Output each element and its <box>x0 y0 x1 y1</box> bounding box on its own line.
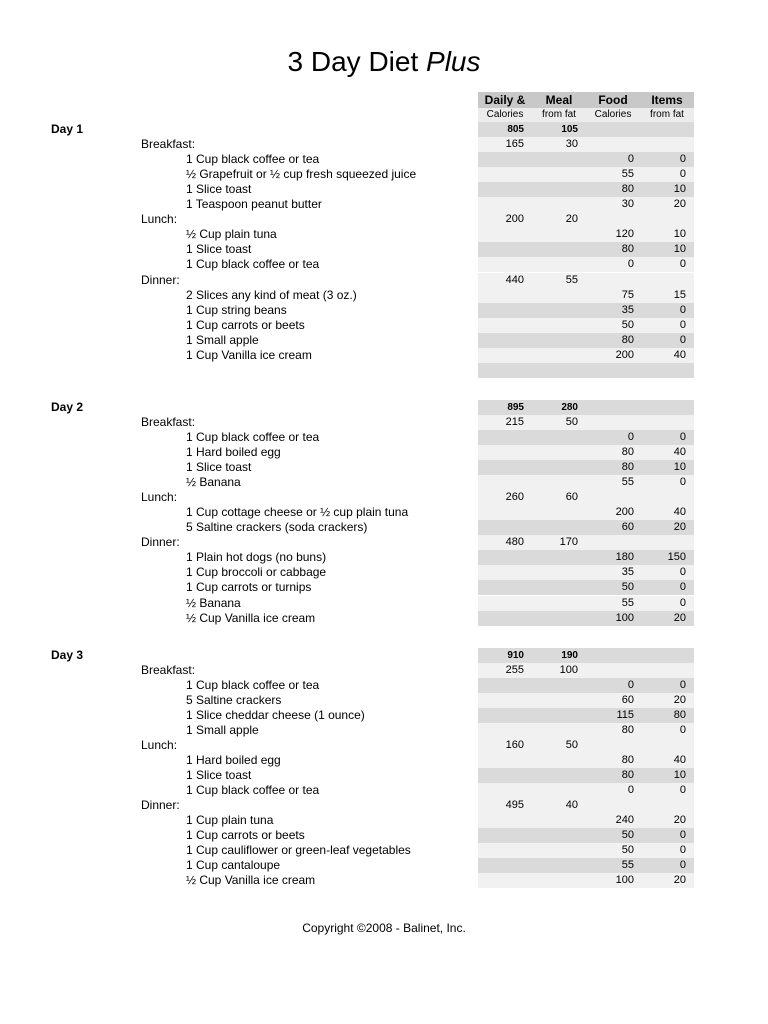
food-row <box>0 723 768 738</box>
food-row <box>0 197 768 212</box>
items-fat-value: 0 <box>679 723 686 736</box>
food-label: 1 Cup black coffee or tea <box>186 152 320 167</box>
food-calories-value: 50 <box>621 581 634 594</box>
daily-calories-value: 160 <box>505 738 524 751</box>
items-fat-value: 0 <box>679 596 686 609</box>
food-row <box>0 333 768 348</box>
meal-fat-value: 55 <box>565 273 578 286</box>
food-calories-value: 35 <box>621 566 634 579</box>
day-label: Day 2 <box>51 399 84 414</box>
meal-label: Dinner: <box>141 535 180 550</box>
items-fat-value: 40 <box>673 348 686 361</box>
meal-row <box>0 415 768 430</box>
food-row <box>0 693 768 708</box>
food-calories-value: 0 <box>627 678 634 691</box>
meal-fat-value: 30 <box>565 138 578 151</box>
food-row <box>0 550 768 565</box>
food-label: 1 Small apple <box>186 332 259 347</box>
items-fat-value: 10 <box>673 243 686 256</box>
food-label: 1 Cup cantaloupe <box>186 858 281 873</box>
food-label: 1 Cup carrots or beets <box>186 317 305 332</box>
meal-label: Breakfast: <box>141 414 196 429</box>
meal-label: Breakfast: <box>141 662 196 677</box>
daily-calories-value: 200 <box>505 213 524 226</box>
food-label: 1 Plain hot dogs (no buns) <box>186 550 327 565</box>
food-row <box>0 565 768 580</box>
subheader-items-from-fat: from fat <box>640 108 694 122</box>
food-calories-value: 0 <box>627 153 634 166</box>
food-calories-value: 80 <box>621 183 634 196</box>
meal-row <box>0 273 768 288</box>
food-label: 1 Cup black coffee or tea <box>186 783 320 798</box>
food-row <box>0 596 768 611</box>
items-fat-value: 20 <box>673 874 686 887</box>
header-daily-calories: Daily & <box>478 92 532 108</box>
food-label: 1 Teaspoon peanut butter <box>186 197 322 212</box>
food-label: 1 Cup carrots or beets <box>186 828 305 843</box>
food-label: 1 Slice cheddar cheese (1 ounce) <box>186 707 365 722</box>
daily-calories-value: 805 <box>507 124 524 135</box>
items-fat-value: 0 <box>679 678 686 691</box>
day-row <box>0 122 768 137</box>
daily-calories-value: 255 <box>505 663 524 676</box>
meal-fat-value: 280 <box>561 401 578 413</box>
day-label: Day 1 <box>51 122 84 136</box>
items-fat-value: 0 <box>679 303 686 316</box>
daily-calories-value: 440 <box>505 273 524 286</box>
food-row <box>0 611 768 626</box>
food-row <box>0 460 768 475</box>
food-row <box>0 580 768 595</box>
food-row <box>0 708 768 723</box>
meal-label: Breakfast: <box>141 137 196 152</box>
items-fat-value: 150 <box>667 551 686 564</box>
food-label: 1 Hard boiled egg <box>186 445 281 459</box>
food-calories-value: 115 <box>616 708 634 721</box>
food-label: 1 Cup Vanilla ice cream <box>186 347 312 362</box>
meal-row <box>0 490 768 505</box>
food-row <box>0 813 768 828</box>
items-fat-value: 0 <box>679 859 686 872</box>
food-calories-value: 200 <box>615 348 634 361</box>
food-row <box>0 753 768 768</box>
food-label: 1 Cup black coffee or tea <box>186 677 320 692</box>
food-calories-value: 75 <box>621 288 634 301</box>
food-calories-value: 80 <box>621 243 634 256</box>
items-fat-value: 40 <box>673 753 686 766</box>
food-calories-value: 80 <box>621 723 634 736</box>
meal-label: Dinner: <box>141 272 180 287</box>
food-calories-value: 240 <box>615 814 634 827</box>
items-fat-value: 10 <box>673 461 686 474</box>
food-calories-value: 35 <box>621 303 634 316</box>
daily-calories-value: 910 <box>507 649 524 661</box>
items-fat-value: 20 <box>673 693 686 706</box>
food-calories-value: 0 <box>627 430 634 443</box>
food-calories-value: 60 <box>621 693 634 706</box>
food-label: ½ Grapefruit or ½ cup fresh squeezed juice <box>186 167 417 182</box>
food-row <box>0 167 768 182</box>
food-row <box>0 768 768 783</box>
food-calories-value: 200 <box>615 506 634 519</box>
food-calories-value: 180 <box>615 551 634 564</box>
items-fat-value: 20 <box>673 198 686 211</box>
daily-calories-value: 260 <box>505 491 524 504</box>
meal-row <box>0 535 768 550</box>
food-label: 1 Slice toast <box>186 182 252 197</box>
daily-calories-value: 895 <box>507 401 524 413</box>
food-calories-value: 0 <box>627 258 634 271</box>
food-label: 1 Slice toast <box>186 460 252 475</box>
row-shading <box>478 363 694 378</box>
items-fat-value: 0 <box>679 476 686 489</box>
day-row <box>0 400 768 415</box>
meal-row <box>0 663 768 678</box>
day-label: Day 3 <box>51 647 84 662</box>
title-emphasis: Plus <box>426 46 481 77</box>
meal-fat-value: 20 <box>565 213 578 226</box>
daily-calories-value: 215 <box>505 415 524 428</box>
food-row <box>0 843 768 858</box>
items-fat-value: 0 <box>679 784 686 797</box>
food-label: ½ Banana <box>186 475 241 490</box>
food-calories-value: 0 <box>627 784 634 797</box>
food-label: 5 Saltine crackers <box>186 692 282 707</box>
food-calories-value: 80 <box>621 753 634 766</box>
items-fat-value: 15 <box>673 288 686 301</box>
blank-row <box>0 363 768 378</box>
items-fat-value: 0 <box>679 430 686 443</box>
food-row <box>0 873 768 888</box>
food-calories-value: 100 <box>615 611 634 624</box>
meal-fat-value: 190 <box>561 649 578 661</box>
items-fat-value: 20 <box>673 521 686 534</box>
meal-row <box>0 738 768 753</box>
header-meal: Meal <box>532 92 586 108</box>
food-calories-value: 55 <box>621 476 634 489</box>
food-calories-value: 55 <box>621 596 634 609</box>
items-fat-value: 10 <box>673 769 686 781</box>
subheader-from-fat: from fat <box>532 108 586 122</box>
food-row <box>0 348 768 363</box>
food-row <box>0 227 768 242</box>
food-row <box>0 828 768 843</box>
food-label: 1 Cup black coffee or tea <box>186 429 320 444</box>
meal-fat-value: 100 <box>559 663 578 676</box>
food-row <box>0 430 768 445</box>
items-fat-value: 40 <box>673 446 686 458</box>
food-label: ½ Banana <box>186 595 241 610</box>
food-label: 1 Cup broccoli or cabbage <box>186 565 327 580</box>
food-row <box>0 182 768 197</box>
items-fat-value: 10 <box>673 228 686 241</box>
food-row <box>0 288 768 303</box>
food-calories-value: 80 <box>621 769 634 781</box>
food-label: 2 Slices any kind of meat (3 oz.) <box>186 287 357 302</box>
food-label: 5 Saltine crackers (soda crackers) <box>186 520 368 535</box>
food-label: 1 Cup string beans <box>186 302 287 317</box>
items-fat-value: 0 <box>679 258 686 271</box>
food-label: 1 Cup cottage cheese or ½ cup plain tuna <box>186 505 409 520</box>
food-calories-value: 80 <box>621 461 634 474</box>
food-calories-value: 120 <box>615 228 634 241</box>
header-items: Items <box>640 92 694 108</box>
food-calories-value: 80 <box>621 333 634 346</box>
food-calories-value: 50 <box>621 318 634 331</box>
food-row <box>0 242 768 257</box>
food-row <box>0 445 768 460</box>
food-label: ½ Cup Vanilla ice cream <box>186 610 316 625</box>
food-row <box>0 858 768 873</box>
meal-fat-value: 60 <box>565 491 578 504</box>
food-label: 1 Small apple <box>186 722 259 737</box>
food-calories-value: 60 <box>621 521 634 534</box>
items-fat-value: 0 <box>679 566 686 579</box>
items-fat-value: 20 <box>673 814 686 827</box>
food-label: ½ Cup Vanilla ice cream <box>186 873 316 888</box>
food-row <box>0 303 768 318</box>
food-row <box>0 318 768 333</box>
food-row <box>0 678 768 693</box>
items-fat-value: 0 <box>679 829 686 842</box>
food-row <box>0 783 768 798</box>
food-calories-value: 55 <box>621 168 634 181</box>
meal-label: Lunch: <box>141 212 178 227</box>
copyright-notice: Copyright ©2008 - Balinet, Inc. <box>302 921 466 935</box>
food-calories-value: 80 <box>621 446 634 458</box>
subheader-food-calories: Calories <box>586 108 640 122</box>
meal-fat-value: 50 <box>565 415 578 428</box>
meal-row <box>0 212 768 227</box>
items-fat-value: 80 <box>673 708 686 721</box>
daily-calories-value: 480 <box>505 536 524 549</box>
food-label: 1 Cup cauliflower or green-leaf vegetables <box>186 843 411 858</box>
food-calories-value: 30 <box>621 198 634 211</box>
meal-fat-value: 170 <box>559 536 578 549</box>
items-fat-value: 0 <box>679 168 686 181</box>
food-row <box>0 520 768 535</box>
meal-label: Lunch: <box>141 490 178 505</box>
food-row <box>0 152 768 167</box>
items-fat-value: 0 <box>679 153 686 166</box>
food-calories-value: 50 <box>621 844 634 857</box>
meal-fat-value: 105 <box>561 124 578 135</box>
meal-row <box>0 798 768 813</box>
meal-row <box>0 137 768 152</box>
food-calories-value: 100 <box>615 874 634 887</box>
items-fat-value: 0 <box>679 844 686 857</box>
header-food: Food <box>586 92 640 108</box>
food-label: 1 Cup plain tuna <box>186 813 274 828</box>
subheader-calories: Calories <box>478 108 532 122</box>
food-label: 1 Cup black coffee or tea <box>186 257 320 272</box>
title-main: 3 Day Diet <box>287 46 419 77</box>
food-label: 1 Slice toast <box>186 768 252 782</box>
food-calories-value: 50 <box>621 829 634 842</box>
items-fat-value: 10 <box>673 183 686 196</box>
meal-label: Dinner: <box>141 798 180 813</box>
daily-calories-value: 495 <box>505 799 524 812</box>
food-calories-value: 55 <box>621 859 634 872</box>
food-label: 1 Cup carrots or turnips <box>186 580 312 595</box>
items-fat-value: 0 <box>679 581 686 594</box>
items-fat-value: 40 <box>673 506 686 519</box>
day-row <box>0 648 768 663</box>
food-label: ½ Cup plain tuna <box>186 227 277 242</box>
meal-label: Lunch: <box>141 737 178 752</box>
meal-fat-value: 40 <box>565 799 578 812</box>
items-fat-value: 0 <box>679 318 686 331</box>
food-row <box>0 257 768 272</box>
food-row <box>0 505 768 520</box>
food-label: 1 Hard boiled egg <box>186 752 281 767</box>
daily-calories-value: 165 <box>505 138 524 151</box>
food-label: 1 Slice toast <box>186 242 252 257</box>
food-row <box>0 475 768 490</box>
page-title <box>0 44 768 80</box>
items-fat-value: 20 <box>673 611 686 624</box>
items-fat-value: 0 <box>679 333 686 346</box>
meal-fat-value: 50 <box>565 738 578 751</box>
